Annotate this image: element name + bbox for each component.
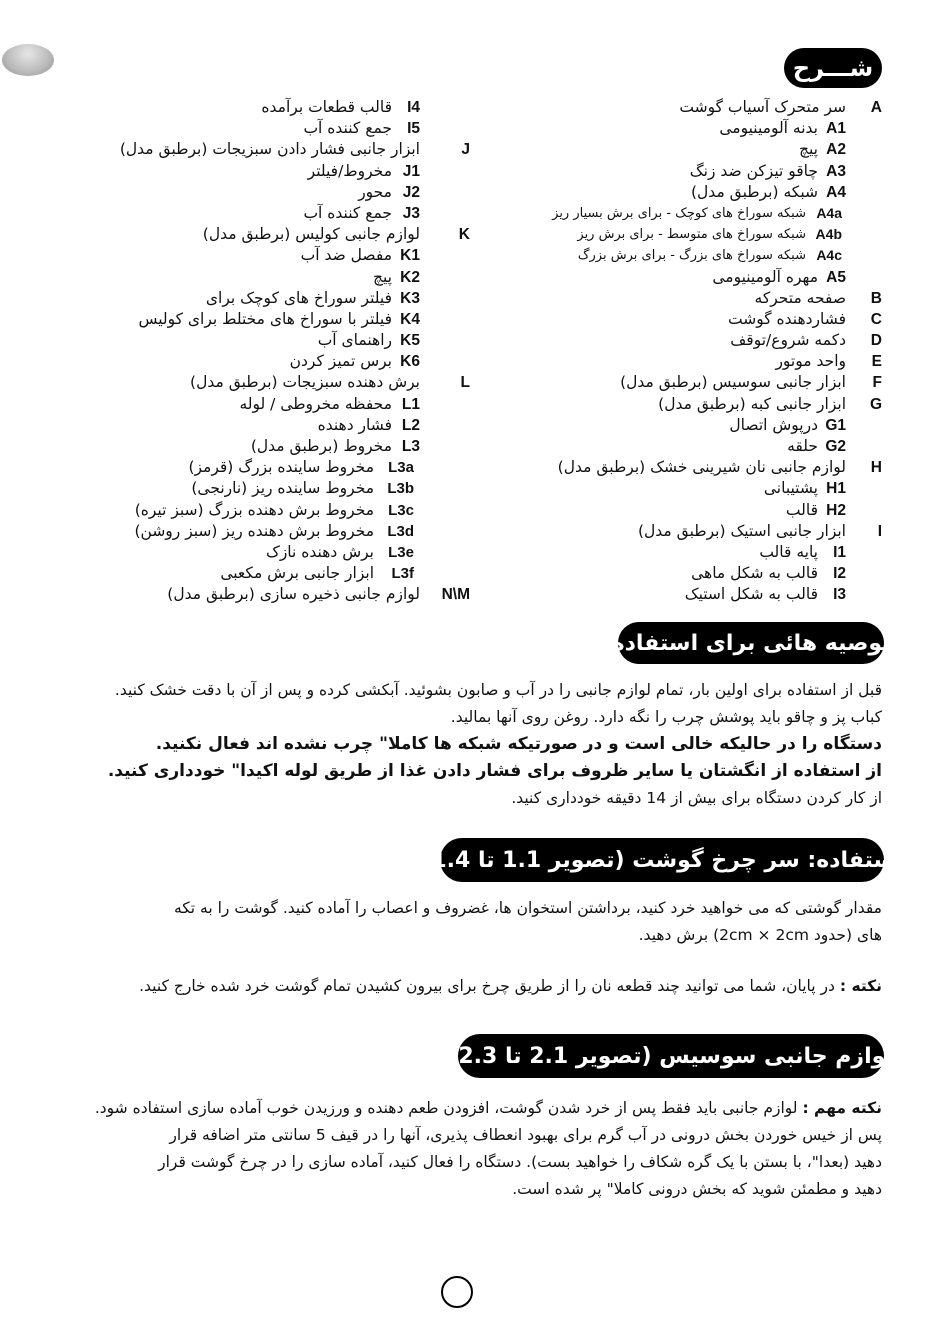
- part-code: K1: [400, 247, 420, 265]
- part-code: G2: [825, 438, 846, 455]
- part-code: A4b: [815, 226, 842, 243]
- part-code: I3: [833, 586, 846, 604]
- part-code: I5: [407, 120, 420, 138]
- part-row: [472, 97, 882, 118]
- part-group-letter: J: [461, 141, 470, 159]
- part-description: مخروط برش دهنده بزرگ (سبز تیره): [134, 500, 374, 519]
- part-row: [60, 139, 470, 160]
- part-description: محور: [358, 182, 392, 201]
- part-row: [472, 330, 882, 351]
- part-code: K3: [400, 289, 420, 307]
- part-row: [60, 563, 470, 584]
- part-code: H1: [826, 480, 846, 498]
- part-description: پیچ: [799, 140, 818, 159]
- tips-line: کباب پز و چاقو باید پوشش چرب را نگه دارد. روغن روی آنها بمالید.: [450, 708, 882, 726]
- part-row: [472, 563, 882, 584]
- part-row: [472, 245, 882, 266]
- part-group-letter: B: [870, 289, 882, 307]
- section-heading-tips: توصیه هائی برای استفاده: [618, 622, 884, 664]
- part-description: فیلتر سوراخ های کوچک برای: [205, 288, 392, 307]
- part-description: پایه قالب: [759, 542, 818, 561]
- part-row: [472, 436, 882, 457]
- part-row: [60, 394, 470, 415]
- part-code: G1: [825, 416, 846, 434]
- part-row: [60, 203, 470, 224]
- part-group-letter: A: [870, 99, 882, 116]
- section-heading-meat-grinder: استفاده: سر چرخ گوشت (تصویر 1.1 تا 1.4): [440, 838, 884, 882]
- part-group-letter: E: [871, 353, 882, 371]
- part-row: [60, 478, 470, 499]
- part-row: [60, 415, 470, 436]
- part-description: مهره آلومینیومی: [712, 267, 818, 286]
- part-code: I4: [407, 99, 420, 116]
- part-group-letter: K: [458, 226, 470, 244]
- part-group-letter: I: [877, 522, 882, 540]
- part-code: L1: [401, 395, 420, 413]
- part-description: قالب به شکل استیک: [684, 585, 818, 604]
- part-code: L3d: [387, 522, 414, 540]
- part-code: A5: [826, 268, 846, 286]
- tips-warning-line: دستگاه را در حالیکه خالی است و در صورتیکه شبکه ها کاملا" چرب نشده اند فعال نکنید.: [155, 734, 882, 754]
- part-description: شبکه سوراخ های کوچک - برای برش بسیار ریز: [552, 205, 806, 221]
- section-heading-sausage: لوازم جانبی سوسیس (تصویر 2.1 تا 2.3): [458, 1034, 884, 1078]
- part-description: دکمه شروع/توقف: [730, 331, 846, 350]
- part-code: A3: [826, 162, 846, 180]
- part-row: [60, 521, 470, 542]
- part-code: J3: [402, 204, 420, 222]
- part-row: [472, 415, 882, 436]
- sausage-line: پس از خیس خوردن بخش درونی در آب گرم برای بهبود انعطاف پذیری، آنها را در قیف 5 سانتی متر اضافه قرار: [169, 1126, 882, 1144]
- part-description: ابزار جانبی برش مکعبی: [220, 564, 374, 583]
- part-code: L3c: [388, 501, 414, 519]
- part-code: I2: [833, 565, 846, 583]
- part-row: [60, 436, 470, 457]
- part-row: [60, 542, 470, 563]
- part-group-letter: H: [870, 459, 882, 477]
- part-description: جمع کننده آب: [303, 119, 392, 138]
- part-code: A4a: [816, 204, 842, 221]
- part-description: مخروط برش دهنده ریز (سبز روشن): [134, 521, 374, 540]
- part-description: سر متحرک آسیاب گوشت: [679, 98, 846, 116]
- part-description: پشتیبانی: [763, 479, 818, 498]
- sausage-line: دهید (بعدا"، با بستن با یک گره شکاف را خواهید بست). دستگاه را فعال کنید، آماده سازی را در چرخ گوشت قرار: [158, 1153, 882, 1171]
- part-description: لوازم جانبی ذخیره سازی (برطبق مدل): [167, 585, 420, 604]
- part-description: برش دهنده نازک: [265, 542, 374, 561]
- part-row: [60, 584, 470, 605]
- part-description: فشاردهنده گوشت: [728, 309, 846, 328]
- part-code: L2: [401, 416, 420, 434]
- part-row: [472, 182, 882, 203]
- note-text: در پایان، شما می توانید چند قطعه نان را از طریق چرخ برای بیرون کشیدن تمام گوشت خرد شده خارج کنید.: [139, 977, 835, 995]
- part-description: ابزار جانبی استیک (برطبق مدل): [637, 521, 846, 540]
- part-code: A1: [826, 120, 846, 138]
- part-description: ابزار جانبی سوسیس (برطبق مدل): [620, 373, 846, 392]
- parts-list-left: [60, 97, 470, 606]
- part-row: [472, 478, 882, 499]
- part-description: مخروط ساینده بزرگ (قرمز): [188, 458, 374, 477]
- part-code: A4: [826, 183, 846, 201]
- sausage-first-line: لوازم جانبی باید فقط پس از خرد شدن گوشت، افزودن طعم دهنده و ورزیدن خوب آماده سازی استفاده شود.: [94, 1099, 798, 1117]
- part-row: [472, 372, 882, 393]
- tips-line: از کار کردن دستگاه برای بیش از 14 دقیقه خودداری کنید.: [511, 789, 882, 807]
- part-group-letter: L: [460, 374, 470, 392]
- part-description: برس تمیز کردن: [289, 352, 392, 371]
- part-code: L3a: [388, 459, 414, 477]
- part-description: قالب قطعات برآمده: [261, 98, 392, 116]
- part-code: H2: [826, 501, 846, 519]
- part-row: [472, 500, 882, 521]
- parts-list-right: [472, 97, 882, 606]
- important-note-label: نکته مهم :: [802, 1099, 882, 1117]
- part-row: [60, 267, 470, 288]
- part-row: [60, 330, 470, 351]
- part-code: A4c: [816, 247, 842, 264]
- part-row: [60, 457, 470, 478]
- meat-line: مقدار گوشتی که می خواهید خرد کنید، برداشتن استخوان ها، غضروف و اعصاب را آماده کنید. گوشت را به تکه: [173, 899, 882, 917]
- part-description: درپوش اتصال: [729, 415, 818, 434]
- part-code: J1: [402, 162, 420, 180]
- part-code: K6: [400, 353, 420, 371]
- part-code: I1: [833, 543, 846, 561]
- part-row: [60, 500, 470, 521]
- part-description: صفحه متحرکه: [754, 288, 846, 307]
- part-code: J2: [402, 183, 420, 201]
- sausage-paragraph: [52, 1095, 882, 1203]
- part-row: [472, 224, 882, 245]
- part-description: لوازم جانبی نان شیرینی خشک (برطبق مدل): [557, 458, 846, 477]
- part-row: [60, 182, 470, 203]
- part-row: [472, 161, 882, 182]
- tips-warning-line: از استفاده از انگشتان یا سایر ظروف برای فشار دادن غذا از طریق لوله اکیدا" خودداری کنید.: [107, 761, 882, 781]
- part-row: [60, 118, 470, 139]
- part-row: [472, 457, 882, 478]
- meat-grinder-paragraph: [52, 895, 882, 949]
- page-number-circle: [441, 1276, 473, 1308]
- chapter-tab-marker: [2, 44, 54, 76]
- part-row: [472, 118, 882, 139]
- part-description: فشار دهنده: [317, 415, 392, 434]
- part-description: شبکه سوراخ های متوسط - برای برش ریز: [577, 227, 806, 243]
- part-code: K5: [400, 332, 420, 350]
- part-row: [472, 521, 882, 542]
- part-description: پیچ: [373, 267, 392, 286]
- part-description: قالب به شکل ماهی: [691, 564, 818, 583]
- part-description: محفظه مخروطی / لوله: [239, 394, 392, 413]
- part-description: ابزار جانبی کبه (برطبق مدل): [658, 394, 846, 413]
- part-description: حلقه: [787, 437, 818, 455]
- part-row: [472, 584, 882, 605]
- part-code: K2: [400, 268, 420, 286]
- part-row: [60, 372, 470, 393]
- part-row: [472, 203, 882, 224]
- part-group-letter: C: [870, 310, 882, 328]
- part-row: [472, 542, 882, 563]
- part-description: فیلتر با سوراخ های مختلط برای کولیس: [138, 309, 392, 328]
- part-row: [60, 161, 470, 182]
- part-row: [472, 394, 882, 415]
- part-description: مفصل ضد آب: [300, 246, 392, 265]
- tips-line: قبل از استفاده برای اولین بار، تمام لوازم جانبی را در آب و صابون بشوئید. آبکشی کرده و پس از آن با دقت خشک کنید.: [114, 681, 882, 699]
- part-row: [472, 267, 882, 288]
- part-row: [472, 288, 882, 309]
- part-description: واحد موتور: [775, 352, 846, 371]
- part-description: قالب: [785, 500, 818, 519]
- part-description: لوازم جانبی کولیس (برطبق مدل): [202, 225, 420, 244]
- part-row: [60, 288, 470, 309]
- part-description: برش دهنده سبزیجات (برطبق مدل): [190, 373, 420, 392]
- part-row: [60, 97, 470, 118]
- part-row: [472, 309, 882, 330]
- part-description: مخروط/فیلتر: [307, 161, 392, 180]
- part-row: [60, 245, 470, 266]
- part-row: [472, 351, 882, 372]
- part-group-letter: D: [870, 332, 882, 350]
- part-description: شبکه (برطبق مدل): [691, 182, 818, 201]
- part-description: ابزار جانبی فشار دادن سبزیجات (برطبق مدل): [119, 140, 420, 159]
- part-row: [472, 139, 882, 160]
- part-row: [60, 224, 470, 245]
- part-description: مخروط ساینده ریز (نارنجی): [191, 479, 374, 498]
- part-code: L3f: [391, 565, 414, 583]
- meat-grinder-note: [52, 973, 882, 1000]
- part-description: بدنه آلومینیومی: [719, 119, 818, 138]
- part-code: A2: [826, 141, 846, 159]
- note-label: نکته :: [839, 977, 882, 995]
- part-description: راهنمای آب: [317, 331, 392, 350]
- part-description: مخروط (برطبق مدل): [250, 437, 392, 455]
- part-group-letter: N\M: [441, 586, 470, 604]
- part-description: شبکه سوراخ های بزرگ - برای برش بزرگ: [577, 248, 806, 264]
- part-code: K4: [400, 310, 420, 328]
- part-group-letter: G: [869, 395, 882, 413]
- tips-paragraph: [52, 677, 882, 812]
- part-description: جمع کننده آب: [303, 203, 392, 222]
- part-code: L3e: [388, 543, 414, 561]
- part-row: [60, 351, 470, 372]
- part-code: L3b: [387, 480, 414, 498]
- part-group-letter: F: [872, 374, 882, 392]
- part-code: L3: [401, 438, 420, 455]
- page-title: شـــرح: [784, 48, 882, 88]
- sausage-line: دهید و مطمئن شوید که بخش درونی کاملا" پر شده است.: [512, 1180, 882, 1198]
- part-description: چاقو تیزکن ضد زنگ: [689, 161, 818, 180]
- meat-line: های (حدود 2cm × 2cm) برش دهید.: [638, 926, 882, 944]
- part-row: [60, 309, 470, 330]
